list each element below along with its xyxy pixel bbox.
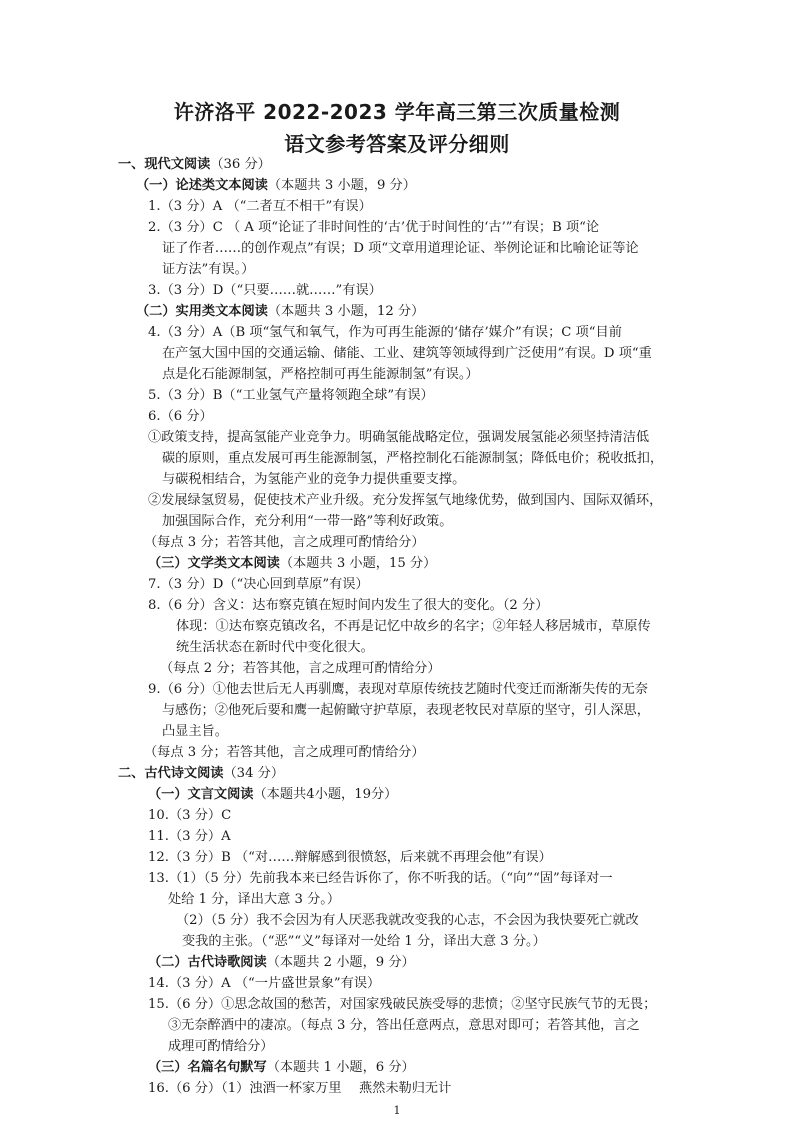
part1-note: （本题共 3 小题，9 分）: [267, 178, 416, 193]
q6-score: （每点 3 分；若答其他，言之成理可酌情给分）: [144, 535, 425, 550]
q2-line-3: 证方法”有误。）: [162, 262, 255, 277]
q8-body-line-2: 统生活状态在新时代中变化很大。: [176, 640, 374, 655]
document-title-line2: 语文参考答案及评分细则: [284, 132, 510, 156]
section1-heading-note: （36 分）: [210, 157, 271, 172]
s2-part3-heading-row: [148, 1060, 415, 1076]
q6-point1-line-2: 碳的原则，重点发展可再生能源制氢，严格控制化石能源制氢；降低电价；税收抵扣，: [162, 451, 664, 466]
q16-line: 16.（6 分）（1）浊酒一杯家万里 燕然未勒归无计: [148, 1081, 452, 1096]
q14-line: 14.（3 分）A （“一片盛世景象”有误）: [148, 976, 381, 991]
s2-part1-note: （本题共4小题，19分）: [253, 787, 398, 802]
q6-point1-line-1: ①政策支持，提高氢能产业竞争力。明确氢能战略定位，强调发展氢能必须坚持清洁低: [148, 430, 650, 445]
q15-line-2: ③无奈醉酒中的凄凉。（每点 3 分，答出任意两点，意思对即可；若答其他，言之: [168, 1018, 640, 1033]
s2-part2-note: （本题共 2 小题，9 分）: [266, 955, 415, 970]
q15-line-1: 15.（6 分）①思念故国的愁苦，对国家残破民族受辱的悲愤；②坚守民族气节的无畏；: [148, 997, 657, 1012]
document-title-line1: 许济洛平 2022-2023 学年高三第三次质量检测: [173, 100, 621, 124]
q9-score: （每点 3 分；若答其他，言之成理可酌情给分）: [144, 745, 425, 760]
section1-heading-row: [118, 157, 271, 173]
part3-heading-row: [148, 556, 436, 572]
q6-line: 6.（6 分）: [148, 409, 213, 424]
q4-line-3: 点是化石能源制氢，严格控制可再生能源制氢”有误。）: [162, 367, 479, 382]
q4-line-2: 在产氢大国中国的交通运输、储能、工业、建筑等领域得到广泛使用”有误。D 项“重: [162, 346, 652, 361]
q7-line: 7.（3 分）D（“决心回到草原”有误）: [148, 577, 369, 592]
s2-part1-heading-row: [148, 787, 397, 803]
part2-heading: （二）实用类文本阅读: [136, 304, 268, 319]
q3-line: 3.（3 分）D（“只要……就……”有误）: [148, 283, 382, 298]
part3-note: （本题共 3 小题，15 分）: [279, 556, 437, 571]
s2-part2-heading-row: [148, 955, 415, 971]
q8-score: （每点 2 分；若答其他，言之成理可酌情给分）: [160, 661, 441, 676]
q4-line-1: 4.（3 分）A（B 项“氢气和氧气，作为可再生能源的‘储存’媒介”有误；C 项“目前: [148, 325, 622, 340]
q6-point1-line-3: 与碳税相结合，为氢能产业的竞争力提供重要支撑。: [162, 472, 466, 487]
part2-note: （本题共 3 小题，12 分）: [267, 304, 425, 319]
section2-heading: 二、古代诗文阅读: [118, 766, 224, 781]
q11-line: 11.（3 分）A: [148, 829, 231, 844]
part1-heading-row: [136, 178, 416, 194]
q8-line: 8.（6 分）含义：达布察克镇在短时间内发生了很大的变化。（2 分）: [148, 598, 549, 613]
s2-part3-heading: （三）名篇名句默写: [148, 1060, 267, 1075]
q6-point2-line-1: ②发展绿氢贸易，促使技术产业升级。充分发挥氢气地缘优势，做到国内、国际双循环，: [148, 493, 663, 508]
q13-2-line-2: 变我的主张。（“恶”“义”每译对一处给 1 分，译出大意 3 分。）: [182, 934, 546, 949]
q13-1-line-1: 13.（1）（5 分）先前我本来已经告诉你了，你不听我的话。（“向”“固”每译对一: [148, 871, 613, 886]
section2-heading-row: [118, 766, 284, 782]
part1-heading: （一）论述类文本阅读: [136, 178, 268, 193]
part2-heading-row: [136, 304, 424, 320]
q13-2-line-1: （2）（5 分）我不会因为有人厌恶我就改变我的心志，不会因为我快要死亡就改: [176, 913, 639, 928]
q2-line-2: 证了作者……的创作观点”有误；D 项“文章用道理论证、举例论证和比喻论证等论: [162, 241, 639, 256]
s2-part3-note: （本题共 1 小题，6 分）: [266, 1060, 415, 1075]
s2-part1-heading: （一）文言文阅读: [148, 787, 254, 802]
section1-heading: 一、现代文阅读: [118, 157, 211, 172]
q1-line: 1.（3 分）A （“二者互不相干”有误）: [148, 199, 372, 214]
q5-line: 5.（3 分）B（“工业氢气产量将领跑全球”有误）: [148, 388, 434, 403]
q9-line-2: 与感伤；②他死后要和鹰一起俯瞰守护草原，表现老牧民对草原的坚守，引人深思，: [162, 703, 650, 718]
q9-line-1: 9.（6 分）①他去世后无人再驯鹰，表现对草原传统技艺随时代变迁而渐渐失传的无奈: [148, 682, 648, 697]
part3-heading: （三）文学类文本阅读: [148, 556, 280, 571]
q10-line: 10.（3 分）C: [148, 808, 232, 823]
s2-part2-heading: （二）古代诗歌阅读: [148, 955, 267, 970]
q2-line-1: 2.（3 分）C （ A 项“论证了非时间性的‘古’优于时间性的‘古’”有误；B 项“论: [148, 220, 600, 235]
q6-point2-line-2: 加强国际合作，充分利用“一带一路”等利好政策。: [162, 514, 453, 529]
q9-line-3: 凸显主旨。: [162, 724, 228, 739]
page-number: 1: [393, 1104, 401, 1117]
q13-1-line-2: 处给 1 分，译出大意 3 分。）: [168, 892, 341, 907]
q8-body-line-1: 体现：①达布察克镇改名，不再是记忆中故乡的名字；②年轻人移居城市，草原传: [176, 619, 651, 634]
q12-line: 12.（3 分）B （“对……辩解感到很愤怒，后来就不再理会他”有误）: [148, 850, 552, 865]
q15-line-3: 成理可酌情给分）: [168, 1039, 274, 1054]
section2-heading-note: （34 分）: [223, 766, 285, 781]
